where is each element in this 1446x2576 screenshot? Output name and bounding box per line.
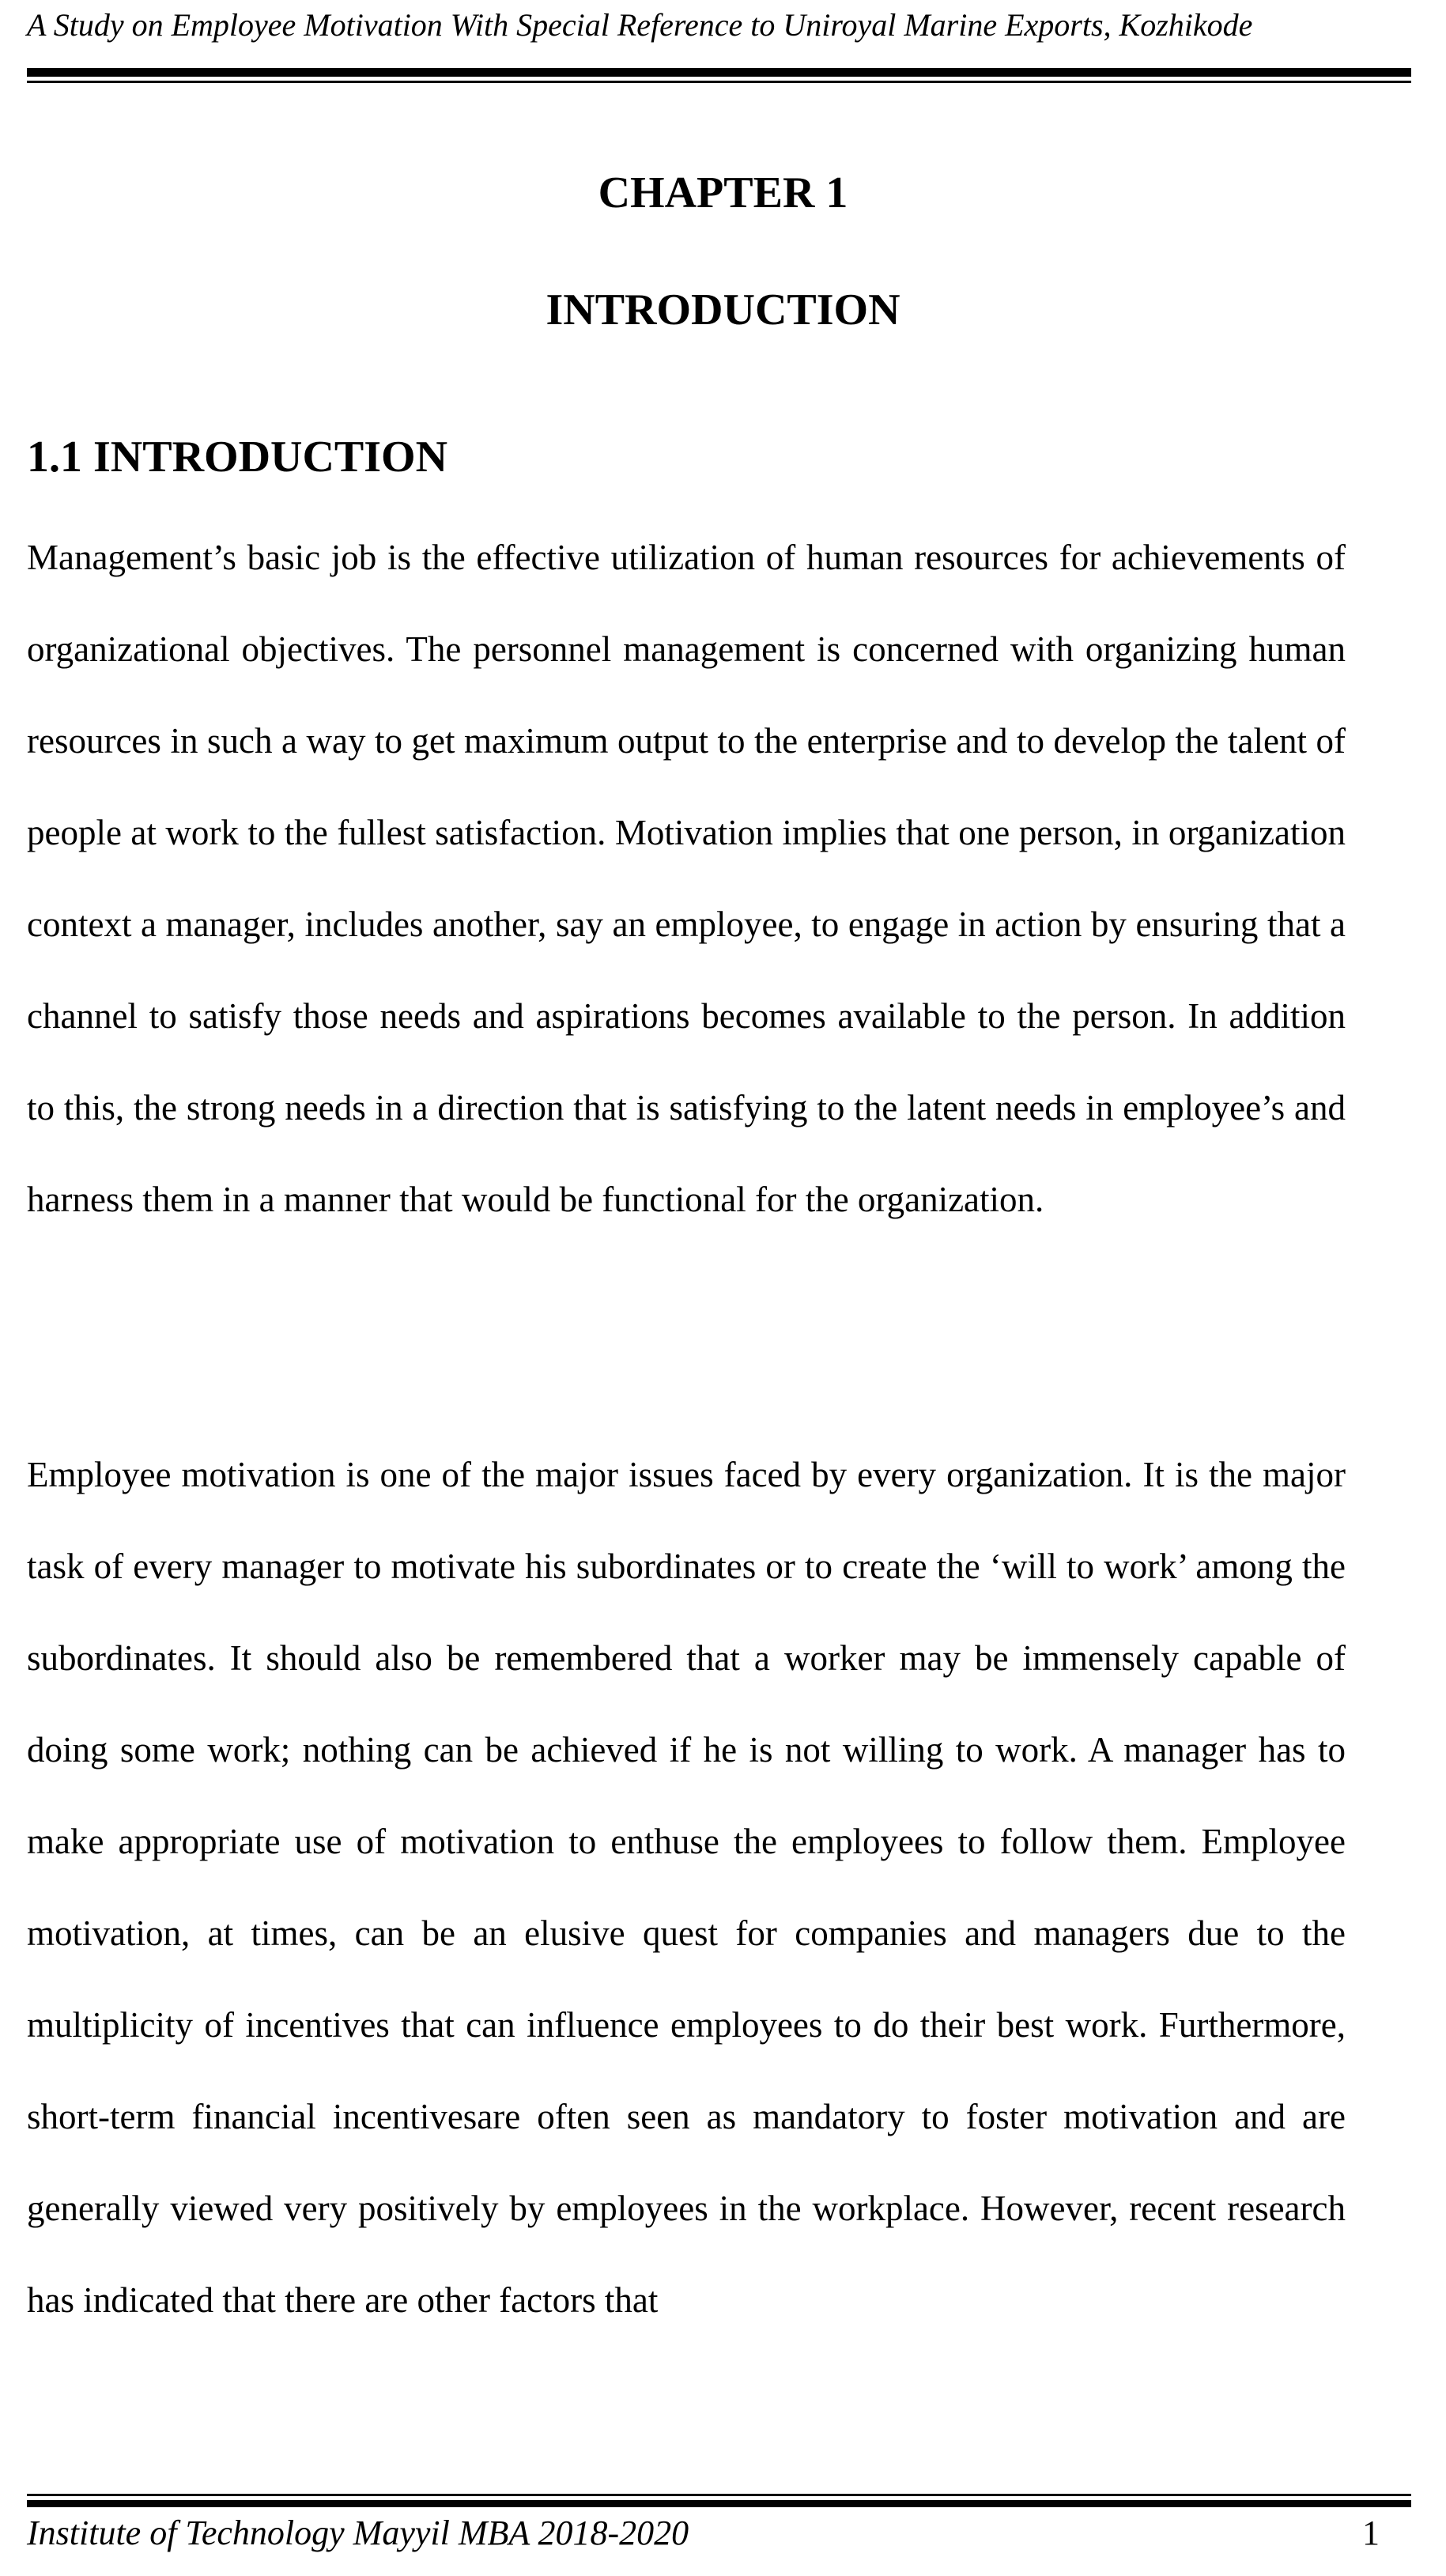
footer-rule-thick: [27, 2500, 1411, 2507]
body-paragraph: Employee motivation is one of the major issues faced by every organization. It is the major task of every manager to motivate his subordinates or to create the ‘will to work’ among the subordinates. It should also be remembered that a worker may be immensely capable of doing some work; nothing can be achieved if he is not willing to work. A manager has to make appropriate use of motivation to enthuse the employees to follow them. Employee motivation, at times, can be an elusive quest for companies and managers due to the multiplicity of incentives that can influence employees to do their best work. Furthermore, short-term financial incentivesare often seen as mandatory to foster motivation and are generally viewed very positively by employees in the workplace. However, recent research has indicated that there are other factors that: [27, 1455, 1346, 2320]
section-heading: 1.1 INTRODUCTION: [27, 432, 448, 482]
header-rule-thin: [27, 81, 1411, 83]
page-number: 1: [1362, 2514, 1380, 2552]
header-rule-thick: [27, 68, 1411, 77]
chapter-number: CHAPTER 1: [598, 168, 848, 217]
running-header: A Study on Employee Motivation With Special Reference to Uniroyal Marine Exports, Kozhikode: [27, 7, 1253, 43]
body-paragraph: Management’s basic job is the effective utilization of human resources for achievements of organizational objectives. The personnel management is concerned with organizing human resources in such a way to get maximum output to the enterprise and to develop the talent of people at work to the fullest satisfaction. Motivation implies that one person, in organization context a manager, includes another, say an employee, to engage in action by ensuring that a channel to satisfy those needs and aspirations becomes available to the person. In addition to this, the strong needs in a direction that is satisfying to the latent needs in employee’s and harness them in a manner that would be functional for the organization.: [27, 538, 1346, 1219]
chapter-title: INTRODUCTION: [546, 285, 900, 334]
running-footer: Institute of Technology Mayyil MBA 2018-2020: [27, 2514, 689, 2552]
footer-rule-thin: [27, 2494, 1411, 2496]
